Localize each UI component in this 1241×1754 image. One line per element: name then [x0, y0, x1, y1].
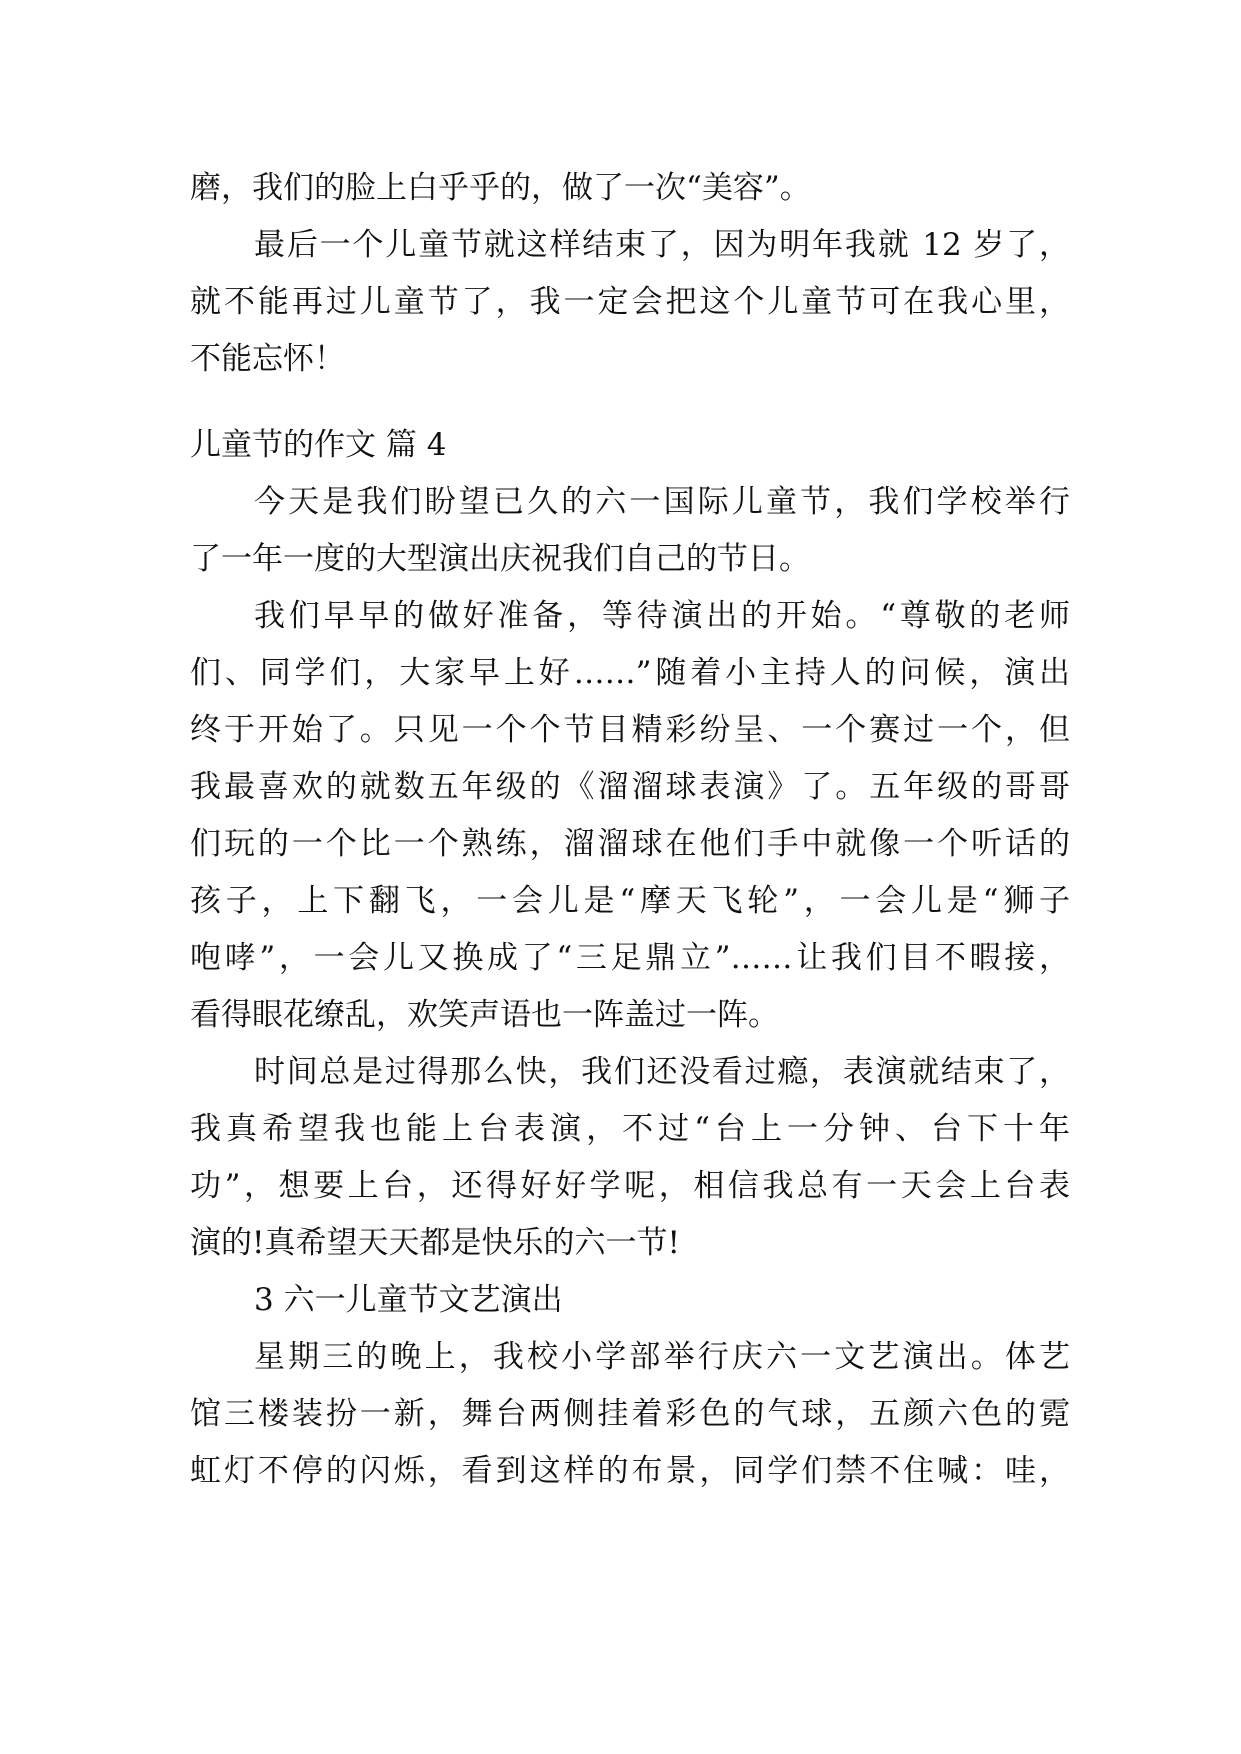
text-line: 们、同学们，大家早上好……”随着小主持人的问候，演出: [190, 655, 1070, 691]
paragraph-first-line: 最后一个儿童节就这样结束了，因为明年我就 12 岁了，: [254, 227, 1070, 263]
paragraph-first-line: 时间总是过得那么快，我们还没看过瘾，表演就结束了，: [254, 1054, 1070, 1090]
paragraph-first-line: 今天是我们盼望已久的六一国际儿童节，我们学校举行: [254, 484, 1070, 520]
text-line: 看得眼花缭乱，欢笑声语也一阵盖过一阵。: [190, 997, 779, 1033]
text-line: 孩子，上下翻飞，一会儿是“摩天飞轮”，一会儿是“狮子: [190, 883, 1070, 919]
paragraph-first-line: 我们早早的做好准备，等待演出的开始。“尊敬的老师: [254, 598, 1070, 634]
text-line: 虹灯不停的闪烁，看到这样的布景，同学们禁不住喊：哇，: [190, 1453, 1070, 1489]
text-line: 了一年一度的大型演出庆祝我们自己的节日。: [190, 541, 810, 577]
section-heading: 儿童节的作文 篇 4: [190, 427, 447, 463]
text-line: 我最喜欢的就数五年级的《溜溜球表演》了。五年级的哥哥: [190, 769, 1070, 805]
text-line: 终于开始了。只见一个个节目精彩纷呈、一个赛过一个，但: [190, 712, 1070, 748]
text-line: 我真希望我也能上台表演，不过“台上一分钟、台下十年: [190, 1111, 1070, 1147]
text-line: 就不能再过儿童节了，我一定会把这个儿童节可在我心里，: [190, 284, 1070, 320]
text-line: 功”，想要上台，还得好好学呢，相信我总有一天会上台表: [190, 1168, 1070, 1204]
text-line: 馆三楼装扮一新，舞台两侧挂着彩色的气球，五颜六色的霓: [190, 1396, 1070, 1432]
text-line: 演的!真希望天天都是快乐的六一节!: [190, 1225, 680, 1261]
text-line: 不能忘怀！: [190, 341, 345, 377]
text-line: 咆哮”，一会儿又换成了“三足鼎立”……让我们目不暇接，: [190, 940, 1070, 976]
text-line: 们玩的一个比一个熟练，溜溜球在他们手中就像一个听话的: [190, 826, 1070, 862]
paragraph-first-line: 星期三的晚上，我校小学部举行庆六一文艺演出。体艺: [254, 1339, 1070, 1375]
text-line: 磨，我们的脸上白乎乎的，做了一次“美容”。: [190, 170, 811, 206]
section-subheading: 3 六一儿童节文艺演出: [254, 1282, 563, 1318]
